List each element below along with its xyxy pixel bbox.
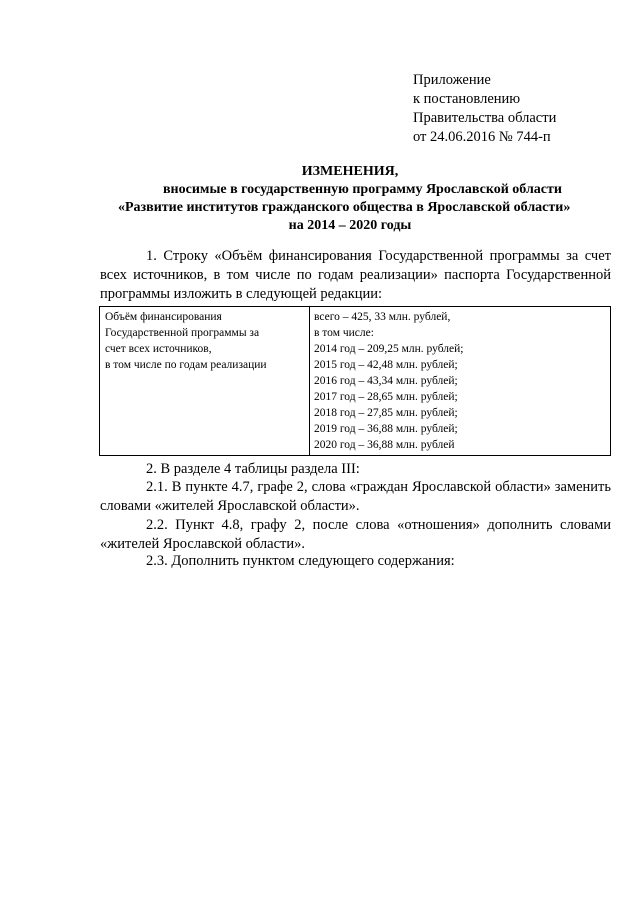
approval-line: Правительства области: [413, 110, 557, 126]
financing-table: [99, 306, 611, 456]
cell-line: 2018 год – 27,85 млн. рублей;: [314, 407, 458, 419]
cell-line: 2016 год – 43,34 млн. рублей;: [314, 375, 458, 387]
table-cell-label: [100, 307, 310, 456]
paragraph-2-3: 2.3. Дополнить пунктом следующего содержания:: [146, 553, 455, 569]
table-cell-values: [310, 307, 611, 456]
title-line: на 2014 – 2020 годы: [288, 218, 412, 233]
paragraph-1: 1. Строку «Объём финансирования Государственной программы за счет всех источников, в том числе по годам реализации» паспорта Государственной программы изложить в следующей редакции:: [100, 248, 611, 302]
paragraph-2-1: 2.1. В пункте 4.7, графе 2, слова «граждан Ярославской области» заменить словами «жителей Ярославской области».: [100, 479, 611, 514]
paragraph-2-2: 2.2. Пункт 4.8, графу 2, после слова «отношения» дополнить словами «жителей Ярославской области».: [100, 517, 611, 552]
approval-line: Приложение: [413, 72, 491, 88]
title-line: вносимые в государственную программу Ярославской области: [163, 182, 562, 197]
cell-line: Государственной программы за: [105, 327, 260, 339]
table-row: [100, 307, 611, 456]
approval-line: от 24.06.2016 № 744-п: [413, 129, 551, 145]
cell-line: 2015 год – 42,48 млн. рублей;: [314, 359, 458, 371]
cell-line: счет всех источников,: [105, 343, 212, 355]
title-line: ИЗМЕНЕНИЯ,: [301, 164, 399, 179]
cell-line: в том числе по годам реализации: [105, 359, 267, 371]
paragraph-2: 2. В разделе 4 таблицы раздела III:: [146, 461, 360, 477]
title-line: «Развитие институтов гражданского общества в Ярославской области»: [118, 200, 571, 215]
cell-line: Объём финансирования: [105, 311, 222, 323]
cell-line: 2019 год – 36,88 млн. рублей;: [314, 423, 458, 435]
cell-line: 2020 год – 36,88 млн. рублей: [314, 439, 455, 451]
cell-line: 2014 год – 209,25 млн. рублей;: [314, 343, 464, 355]
approval-line: к постановлению: [413, 91, 521, 107]
approval-stamp: [413, 71, 556, 147]
cell-line: 2017 год – 28,65 млн. рублей;: [314, 391, 458, 403]
cell-line: всего – 425, 33 млн. рублей,: [314, 311, 451, 323]
cell-line: в том числе:: [314, 327, 374, 339]
